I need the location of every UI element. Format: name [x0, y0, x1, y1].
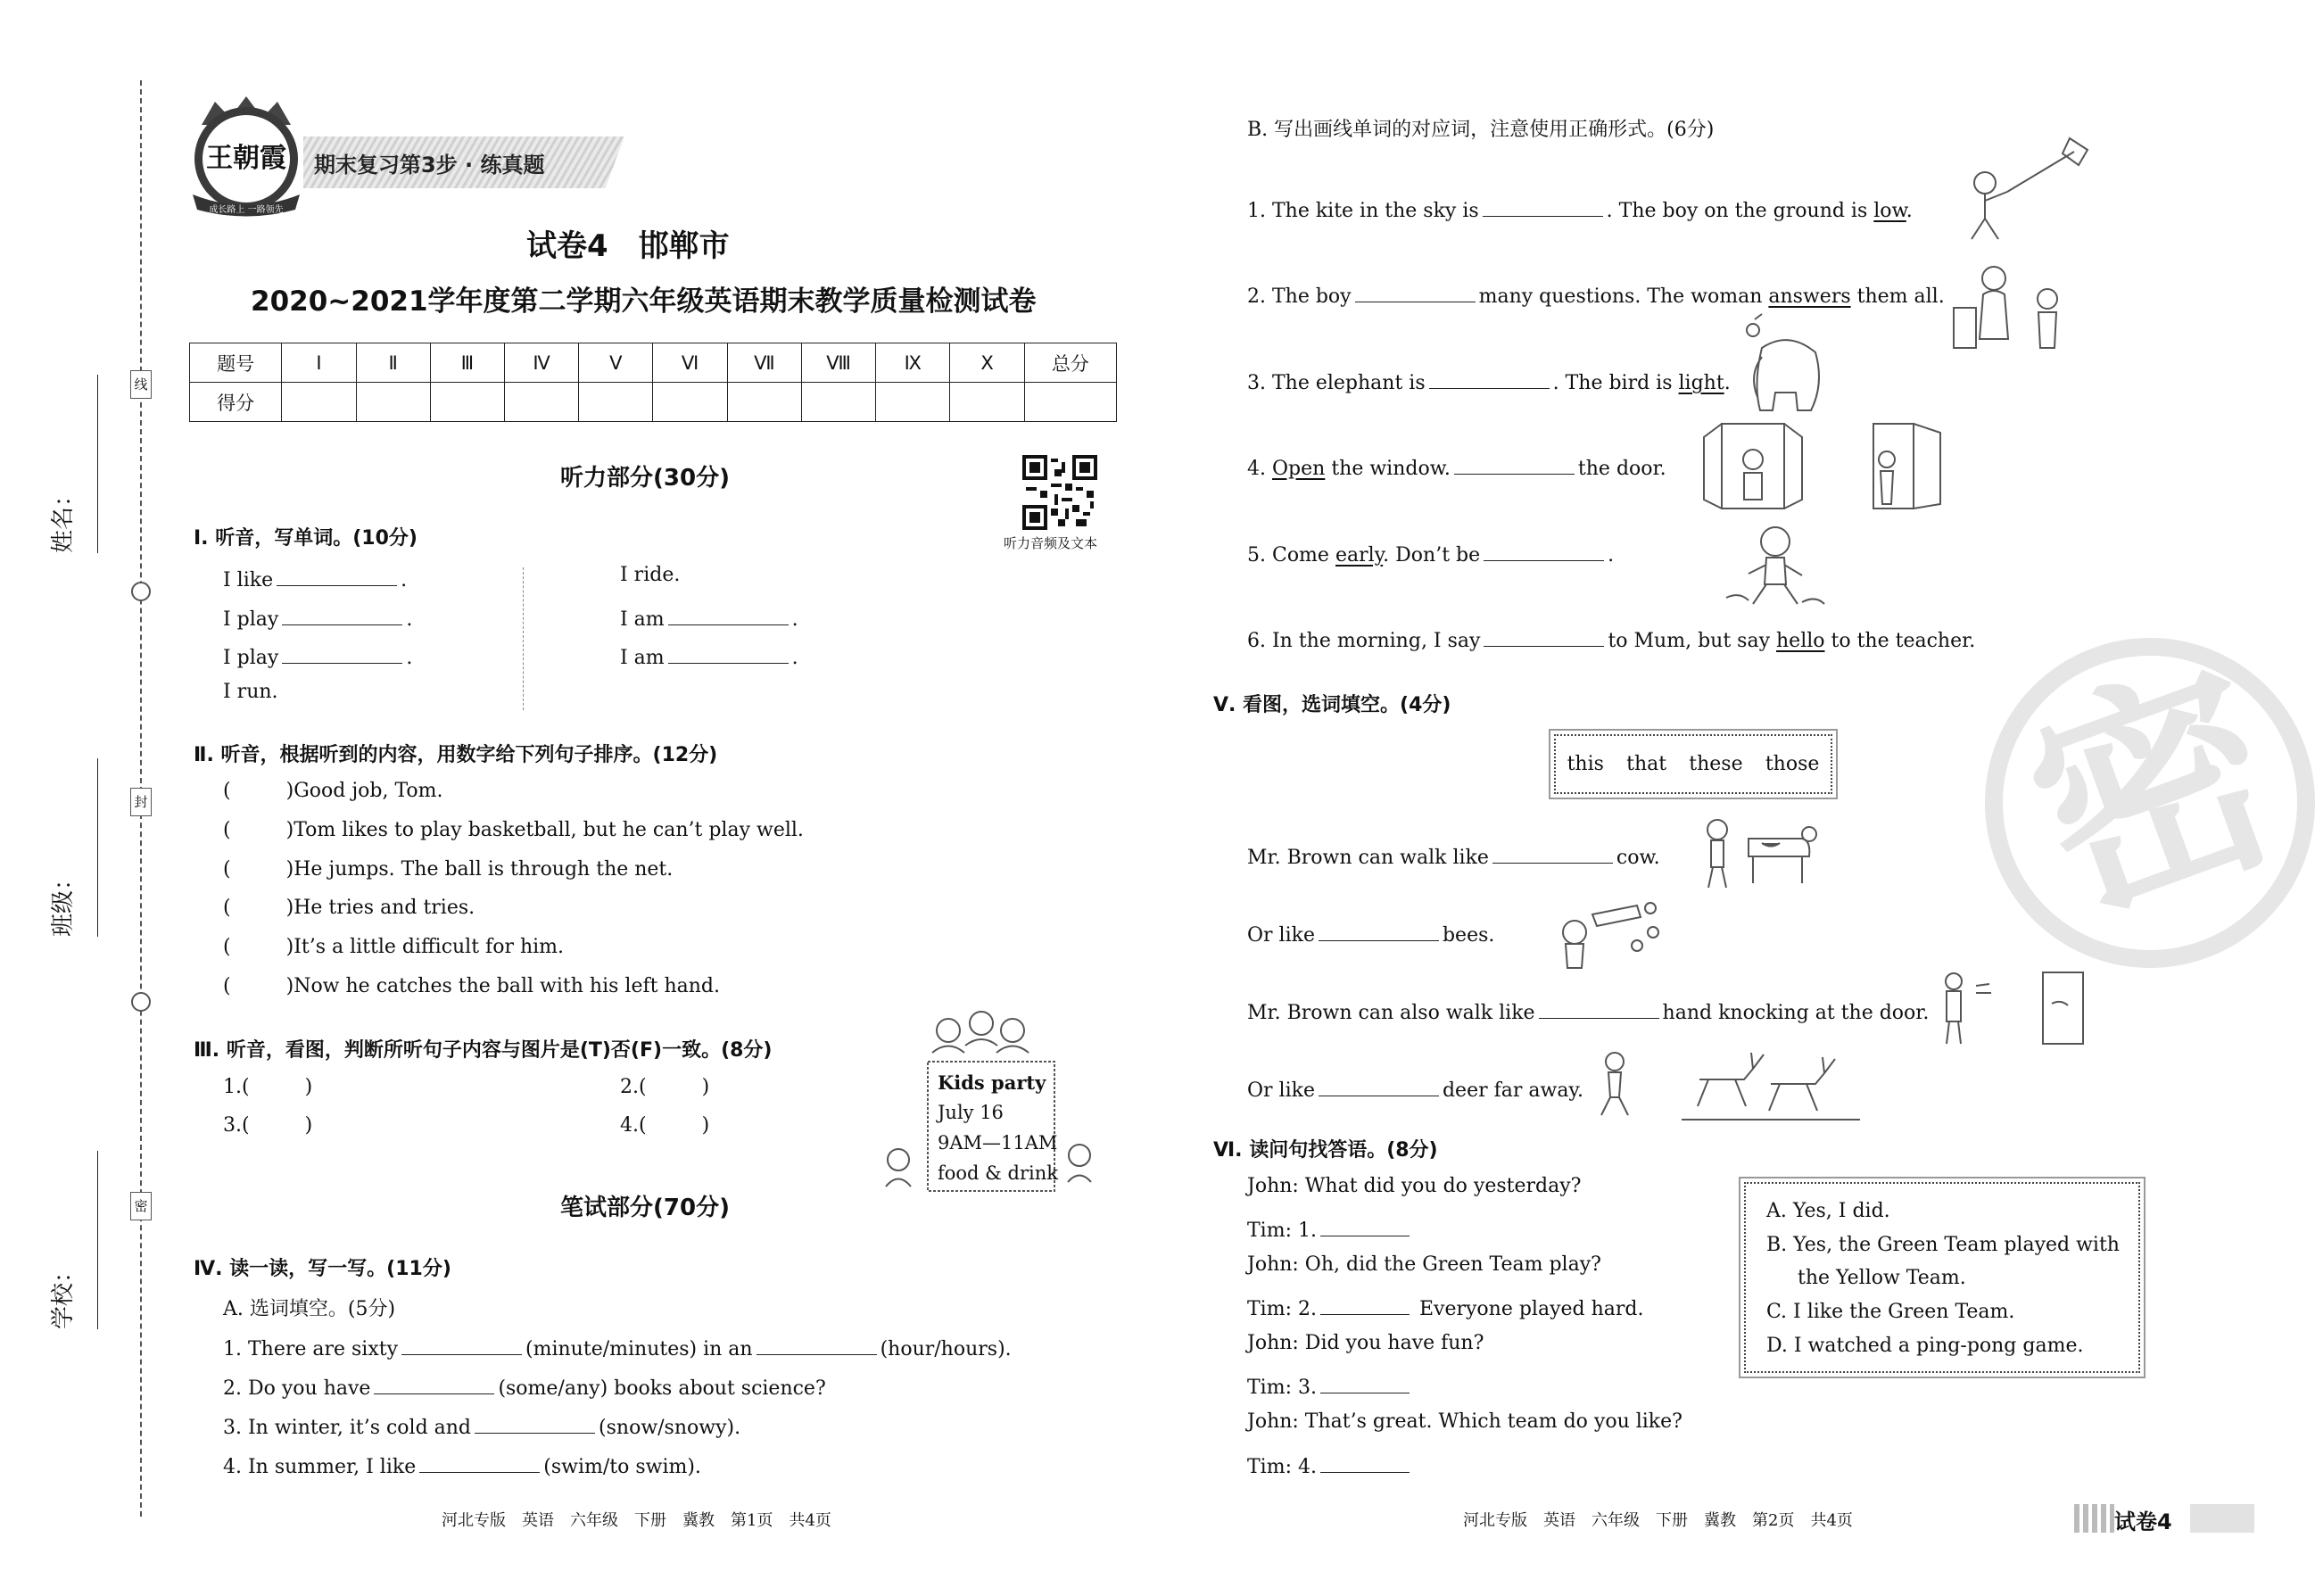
class-field[interactable]	[45, 758, 80, 937]
seal-mark-2: 封	[130, 788, 152, 816]
answer-blank[interactable]	[1484, 539, 1604, 561]
s3-item: 3.( )	[223, 1114, 313, 1137]
dialog-line: John: Oh, did the Green Team play?	[1247, 1253, 1601, 1276]
kite-boy-icon	[1954, 134, 2096, 245]
qr-code-icon	[1022, 455, 1097, 530]
s1-item: I am .	[620, 641, 798, 669]
logo-name: 王朝霞	[206, 143, 286, 174]
party-card-date: July 16	[938, 1102, 1004, 1123]
answer-blank[interactable]	[1454, 452, 1575, 475]
s2-item: ( )Good job, Tom.	[223, 780, 443, 802]
section-2-heading: Ⅱ. 听音，根据听到的内容，用数字给下列句子排序。(12分)	[194, 744, 718, 766]
section-1-divider	[523, 567, 524, 710]
score-cell: 总分	[1024, 343, 1116, 383]
window-door-icon	[1699, 419, 1958, 517]
score-cell: Ⅸ	[876, 343, 950, 383]
s5-line-4: Or like deer far away.	[1247, 1074, 1583, 1102]
footer-left: 河北专版 英语 六年级 下册 冀教 第1页 共4页	[442, 1511, 831, 1530]
school-label: 学校：	[50, 1259, 77, 1329]
footer-tag-bar	[2190, 1504, 2254, 1533]
s2-item: ( )He jumps. The ball is through the net.	[223, 858, 674, 881]
score-input-cell[interactable]	[356, 383, 430, 422]
s2-item: ( )It’s a little difficult for him.	[223, 936, 565, 958]
s2-item: ( )He tries and tries.	[223, 897, 475, 919]
dialog-line: John: What did you do yesterday?	[1247, 1175, 1582, 1197]
name-label: 姓名：	[50, 483, 77, 553]
answer-blank[interactable]	[1484, 624, 1604, 647]
s1-item: I am .	[620, 603, 798, 631]
option-a: A. Yes, I did.	[1766, 1200, 1890, 1222]
b-item-2: 2. The boy many questions. The woman answers them all.	[1247, 280, 1945, 308]
writing-title: 笔试部分(70分)	[560, 1195, 730, 1221]
deer-picture	[1592, 1044, 1860, 1124]
option-b-cont: the Yellow Team.	[1798, 1267, 1966, 1289]
score-row-label: 得分	[190, 383, 282, 422]
answer-blank[interactable]	[277, 564, 397, 586]
answer-blank[interactable]	[401, 1333, 522, 1355]
score-input-cell[interactable]	[653, 383, 727, 422]
score-cell: X	[950, 343, 1024, 383]
score-cell: Ⅲ	[430, 343, 504, 383]
logo	[175, 89, 318, 223]
answer-blank[interactable]	[668, 641, 789, 664]
s2-item: ( )Tom likes to play basketball, but he can’t play well.	[223, 819, 804, 841]
dialog-line: John: That’s great. Which team do you like?	[1247, 1410, 1683, 1433]
word-option: these	[1689, 753, 1743, 775]
score-table-header-row	[190, 343, 1117, 383]
answer-blank[interactable]	[1319, 919, 1439, 941]
circle-ornament	[131, 992, 151, 1012]
answer-blank[interactable]	[1429, 367, 1550, 389]
dialog-line: Tim: 2. Everyone played hard.	[1247, 1293, 1644, 1320]
school-field[interactable]	[45, 1151, 80, 1329]
running-boy-icon	[1713, 522, 1838, 611]
score-cell: Ⅷ	[801, 343, 875, 383]
seal-mark-3: 密	[130, 1192, 152, 1220]
door-knock-picture	[1936, 968, 2092, 1048]
score-input-cell[interactable]	[430, 383, 504, 422]
word-option: this	[1567, 753, 1604, 775]
a-item-1: 1. There are sixty (minute/minutes) in an (hour/hours).	[223, 1333, 1012, 1360]
footer-tag: 试卷4	[2114, 1509, 2172, 1534]
bees-icon	[1548, 892, 1668, 972]
score-cell: Ⅱ	[356, 343, 430, 383]
teacher-student-picture	[1949, 259, 2083, 357]
score-input-cell[interactable]	[727, 383, 801, 422]
answer-blank[interactable]	[757, 1333, 877, 1355]
answer-blank[interactable]	[419, 1451, 540, 1473]
kids-party-illustration	[879, 1004, 1106, 1200]
answer-blank[interactable]	[282, 641, 402, 664]
a-item-2: 2. Do you have (some/any) books about science?	[223, 1372, 826, 1400]
s3-item: 1.( )	[223, 1076, 313, 1098]
teacher-student-icon	[1949, 259, 2083, 357]
word-box	[1554, 734, 1832, 794]
score-cell: Ⅵ	[653, 343, 727, 383]
seal-mark-1: 线	[130, 370, 152, 399]
a-item-4: 4. In summer, I like (swim/to swim).	[223, 1451, 701, 1478]
s1-item: I like .	[223, 564, 407, 591]
party-card-title: Kids party	[938, 1071, 1046, 1094]
party-card-time: 9AM—11AM	[938, 1132, 1058, 1154]
score-cell: I	[282, 343, 356, 383]
dialog-line: Tim: 1.	[1247, 1214, 1413, 1242]
s1-item: I run.	[223, 681, 278, 703]
option-c: C. I like the Green Team.	[1766, 1301, 2015, 1323]
s2-item: ( )Now he catches the ball with his left hand.	[223, 975, 720, 997]
b-item-3: 3. The elephant is . The bird is light.	[1247, 367, 1731, 394]
score-cell: Ⅶ	[727, 343, 801, 383]
s5-line-3: Mr. Brown can also walk like hand knocking at the door.	[1247, 996, 1929, 1024]
dialog-line: John: Did you have fun?	[1247, 1332, 1484, 1354]
score-cell: Ⅴ	[579, 343, 653, 383]
door-knock-icon	[1936, 968, 2092, 1048]
b-item-5: 5. Come early. Don’t be .	[1247, 539, 1614, 566]
section-1-heading: Ⅰ. 听音，写单词。(10分)	[194, 527, 418, 550]
class-label: 班级：	[50, 866, 77, 937]
a-item-3: 3. In winter, it’s cold and (snow/snowy).	[223, 1411, 740, 1439]
b-item-6: 6. In the morning, I say to Mum, but say hello to the teacher.	[1247, 624, 1975, 652]
elephant-bird-picture	[1735, 312, 1833, 419]
score-input-cell[interactable]	[579, 383, 653, 422]
answer-blank[interactable]	[1539, 996, 1659, 1019]
elephant-icon	[1735, 312, 1833, 419]
answer-blank[interactable]	[1320, 1214, 1410, 1236]
score-input-cell[interactable]	[505, 383, 579, 422]
answer-blank[interactable]	[1319, 1074, 1439, 1096]
footer-right: 河北专版 英语 六年级 下册 冀教 第2页 共4页	[1463, 1511, 1853, 1530]
option-d: D. I watched a ping-pong game.	[1766, 1335, 2084, 1357]
answer-blank[interactable]	[1320, 1293, 1410, 1315]
part-b-heading: B. 写出画线单词的对应词，注意使用正确形式。(6分)	[1247, 119, 1715, 141]
score-input-cell[interactable]	[282, 383, 356, 422]
name-field[interactable]	[45, 375, 80, 553]
header-badge: 期末复习第3步 · 练真题	[314, 153, 545, 178]
s1-item: I play .	[223, 641, 412, 669]
logo-motto: 成长路上 一路领先	[209, 205, 284, 215]
s3-item: 4.( )	[620, 1114, 710, 1137]
answer-blank[interactable]	[668, 603, 789, 625]
s5-line-1: Mr. Brown can walk like cow.	[1247, 841, 1660, 869]
s3-item: 2.( )	[620, 1076, 710, 1098]
answer-blank[interactable]	[475, 1411, 595, 1434]
bees-picture	[1548, 892, 1668, 972]
answer-blank[interactable]	[1492, 841, 1613, 864]
dialog-line: Tim: 3.	[1247, 1371, 1413, 1399]
answer-blank[interactable]	[1320, 1451, 1410, 1473]
option-b: B. Yes, the Green Team played with	[1766, 1234, 2120, 1256]
circle-ornament	[131, 582, 151, 601]
kite-boy-picture	[1954, 134, 2096, 245]
dialog-line: Tim: 4.	[1247, 1451, 1413, 1478]
boy-running-picture	[1713, 522, 1838, 611]
word-option: those	[1765, 753, 1820, 775]
score-cell: 题号	[190, 343, 282, 383]
cow-picture	[1695, 812, 1820, 892]
window-door-picture	[1699, 419, 1958, 517]
b-item-4: 4. Open the window. the door.	[1247, 452, 1666, 480]
score-input-cell[interactable]	[801, 383, 875, 422]
score-table	[189, 343, 1117, 422]
party-card-food: food & drink	[938, 1162, 1058, 1184]
qr-caption: 听力音频及文本	[1004, 535, 1098, 551]
score-input-cell[interactable]	[876, 383, 950, 422]
word-option: that	[1626, 753, 1667, 775]
page-title: 试卷4 邯郸市	[526, 228, 730, 264]
section-4-heading: Ⅳ. 读一读，写一写。(11分)	[194, 1258, 451, 1280]
listening-title: 听力部分(30分)	[560, 465, 730, 492]
cow-icon	[1695, 812, 1820, 892]
score-cell: Ⅳ	[505, 343, 579, 383]
score-table-score-row	[190, 383, 1117, 422]
part-a-heading: A. 选词填空。(5分)	[223, 1298, 396, 1320]
answer-blank[interactable]	[1483, 194, 1603, 217]
b-item-1: 1. The kite in the sky is . The boy on the ground is low.	[1247, 194, 1913, 222]
qr-code[interactable]	[1022, 455, 1097, 530]
watermark: 密	[1999, 627, 2310, 961]
footer-tag-stripes	[2074, 1504, 2114, 1533]
page-subtitle: 2020~2021学年度第二学期六年级英语期末教学质量检测试卷	[251, 285, 1037, 318]
answer-blank[interactable]	[282, 603, 402, 625]
section-5-heading: Ⅴ. 看图，选词填空。(4分)	[1213, 694, 1451, 716]
section-3-heading: Ⅲ. 听音，看图，判断所听句子内容与图片是(T)否(F)一致。(8分)	[194, 1039, 773, 1062]
section-6-heading: Ⅵ. 读问句找答语。(8分)	[1213, 1139, 1438, 1162]
answer-blank[interactable]	[1355, 280, 1476, 302]
s1-item: I play .	[223, 603, 412, 631]
score-input-cell[interactable]	[950, 383, 1024, 422]
answer-blank[interactable]	[1320, 1371, 1410, 1393]
s5-line-2: Or like bees.	[1247, 919, 1494, 947]
answer-blank[interactable]	[374, 1372, 494, 1394]
s1-item: I ride.	[620, 564, 681, 586]
score-input-cell[interactable]	[1024, 383, 1116, 422]
deer-icon	[1592, 1044, 1860, 1124]
